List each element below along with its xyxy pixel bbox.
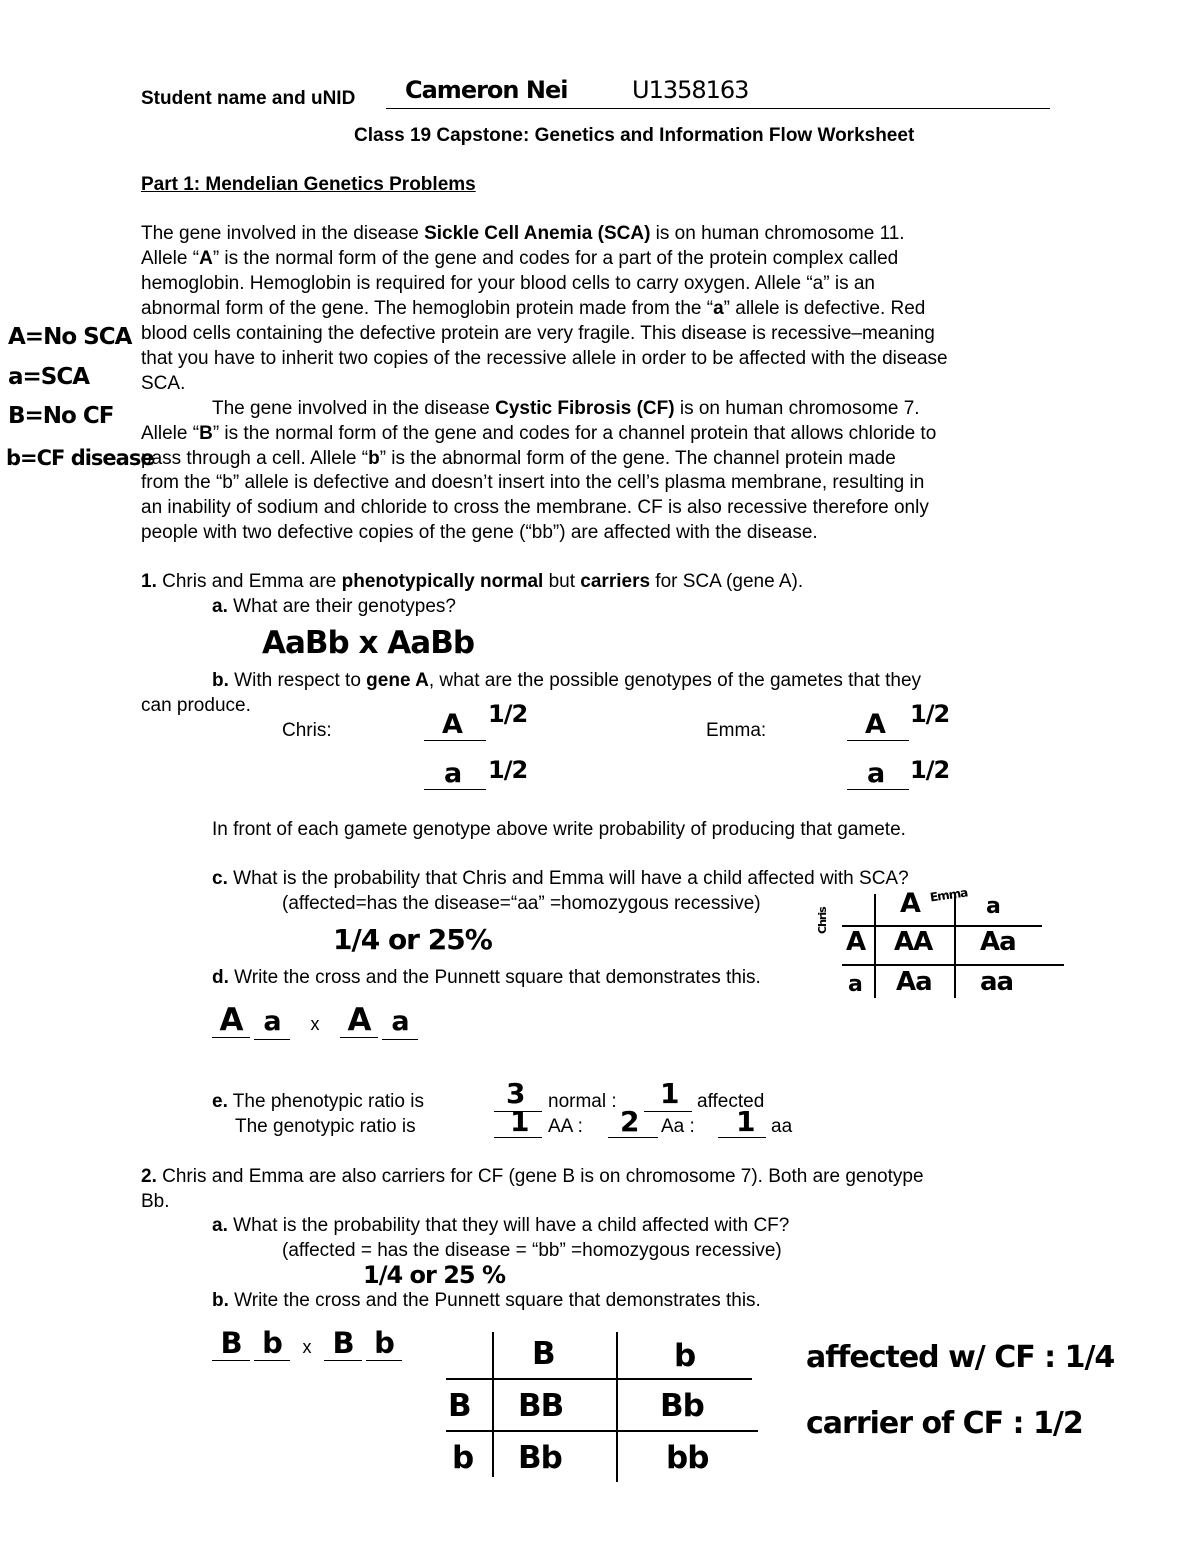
punnett-cell: AA bbox=[894, 927, 933, 957]
ratio-blank: 2 bbox=[608, 1111, 658, 1138]
margin-note: a=SCA bbox=[8, 364, 90, 390]
punnett-side-label: Chris bbox=[816, 907, 829, 934]
q1c-answer: 1/4 or 25% bbox=[333, 923, 492, 956]
p2-line4: from the “b” allele is defective and doesn’t insert into the cell’s plasma membrane, resulting in bbox=[141, 472, 925, 493]
ratio-label: AA : bbox=[548, 1116, 583, 1137]
q1-punnett-square bbox=[810, 885, 1070, 1008]
p1-line3: hemoglobin. Hemoglobin is required for your blood cells to carry oxygen. Allele “a” is an bbox=[141, 273, 875, 294]
punnett-vline-2 bbox=[954, 894, 956, 998]
q1e-text: e. The phenotypic ratio is bbox=[212, 1091, 424, 1112]
student-unid: U1358163 bbox=[632, 76, 749, 104]
punnett-hline-2 bbox=[842, 964, 1064, 966]
margin-note: b=CF disease bbox=[6, 446, 154, 470]
student-label: Student name and uNID bbox=[141, 88, 356, 109]
student-name: Cameron Nei bbox=[405, 76, 568, 104]
q2a-sub: (affected = has the disease = “bb” =homozygous recessive) bbox=[282, 1240, 782, 1261]
punnett-vline-2 bbox=[616, 1332, 618, 1482]
p1-line5: blood cells containing the defective protein are very fragile. This disease is recessive–meaning bbox=[141, 323, 935, 344]
q1b-text: b. With respect to gene A, what are the possible genotypes of the gametes that they bbox=[212, 670, 922, 691]
p1-line6: that you have to inherit two copies of the recessive allele in order to be affected with the disease bbox=[141, 348, 948, 369]
ratio-label: aa bbox=[771, 1116, 793, 1137]
punnett-cell: aa bbox=[980, 967, 1014, 997]
q1a-text: a. What are their genotypes? bbox=[212, 596, 456, 617]
punnett-row-head: B bbox=[448, 1388, 471, 1424]
q2b-text: b. Write the cross and the Punnett square that demonstrates this. bbox=[212, 1290, 761, 1311]
punnett-row-head: A bbox=[846, 927, 866, 957]
punnett-col-head: a bbox=[986, 894, 1000, 919]
gamete-prob: 1/2 bbox=[488, 756, 528, 784]
punnett-cell: bb bbox=[666, 1440, 709, 1476]
p1-line1: The gene involved in the disease Sickle Cell Anemia (SCA) is on human chromosome 11. bbox=[141, 223, 905, 244]
q2a-answer: 1/4 or 25 % bbox=[363, 1261, 505, 1289]
emma-label: Emma: bbox=[706, 720, 767, 741]
q1d-text: d. Write the cross and the Punnett square that demonstrates this. bbox=[212, 967, 761, 988]
q2-stem-cont: Bb. bbox=[141, 1191, 170, 1212]
part1-heading: Part 1: Mendelian Genetics Problems bbox=[141, 174, 476, 195]
gamete-instruction: In front of each gamete genotype above write probability of producing that gamete. bbox=[212, 819, 906, 840]
p2-line5: an inability of sodium and chloride to cross the membrane. CF is also recessive therefore only bbox=[141, 497, 929, 518]
punnett-cell: Bb bbox=[518, 1440, 562, 1476]
ratio-blank: 1 bbox=[494, 1111, 542, 1138]
p1-line2: Allele “A” is the normal form of the gene and codes for a part of the protein complex called bbox=[141, 248, 899, 269]
p1-line7: SCA. bbox=[141, 373, 186, 394]
q2-punnett-square bbox=[440, 1330, 770, 1485]
q1b-text-cont: can produce. bbox=[141, 695, 251, 716]
punnett-row-head: a bbox=[848, 972, 862, 997]
punnett-cell: Aa bbox=[896, 967, 932, 997]
punnett-col-head: A bbox=[900, 888, 920, 919]
gamete-blank: A bbox=[424, 710, 486, 741]
gamete-blank: A bbox=[847, 710, 909, 741]
punnett-col-head: B bbox=[532, 1336, 555, 1372]
q2a-text: a. What is the probability that they will have a child affected with CF? bbox=[212, 1215, 790, 1236]
p1-line4: abnormal form of the gene. The hemoglobin protein made from the “a” allele is defective. Red bbox=[141, 298, 926, 319]
margin-note: A=No SCA bbox=[8, 324, 132, 350]
punnett-hline-1 bbox=[446, 1378, 752, 1380]
punnett-vline-1 bbox=[492, 1332, 494, 1477]
p2-line1: The gene involved in the disease Cystic Fibrosis (CF) is on human chromosome 7. bbox=[212, 398, 920, 419]
geno-text: The genotypic ratio is bbox=[235, 1116, 416, 1137]
worksheet-title: Class 19 Capstone: Genetics and Information Flow Worksheet bbox=[354, 125, 915, 146]
q1c-sub: (affected=has the disease=“aa” =homozygous recessive) bbox=[282, 893, 761, 914]
gamete-prob: 1/2 bbox=[910, 756, 950, 784]
gamete-blank: a bbox=[847, 759, 909, 790]
punnett-cell: Bb bbox=[660, 1388, 704, 1424]
punnett-col-head: b bbox=[674, 1338, 696, 1374]
gamete-prob: 1/2 bbox=[488, 700, 528, 728]
ratio-blank: 1 bbox=[718, 1111, 766, 1138]
ratio-blank: 3 bbox=[494, 1083, 542, 1112]
gamete-prob: 1/2 bbox=[910, 700, 950, 728]
p2-line3: pass through a cell. Allele “b” is the abnormal form of the gene. The channel protein made bbox=[141, 448, 896, 469]
gamete-blank: a bbox=[424, 759, 486, 790]
p2-line6: people with two defective copies of the gene (“bb”) are affected with the disease. bbox=[141, 522, 818, 543]
punnett-cell: Aa bbox=[980, 927, 1016, 957]
q1a-answer: AaBb x AaBb bbox=[262, 625, 475, 661]
punnett-row-head: b bbox=[452, 1440, 474, 1476]
ratio-blank: 1 bbox=[644, 1083, 692, 1112]
name-underline bbox=[386, 108, 1050, 109]
q1-cross: A a x A a bbox=[212, 1003, 418, 1037]
carrier-note: carrier of CF : 1/2 bbox=[806, 1406, 1083, 1441]
ratio-label: Aa : bbox=[661, 1116, 695, 1137]
ratio-label: affected bbox=[697, 1091, 765, 1112]
ratio-label: normal : bbox=[548, 1091, 617, 1112]
chris-label: Chris: bbox=[282, 720, 332, 741]
q2-stem: 2. Chris and Emma are also carriers for CF (gene B is on chromosome 7). Both are genotype bbox=[141, 1166, 924, 1187]
punnett-cell: BB bbox=[518, 1388, 564, 1424]
p2-line2: Allele “B” is the normal form of the gene and codes for a channel protein that allows chloride to bbox=[141, 423, 937, 444]
punnett-top-label: Emma bbox=[929, 885, 969, 905]
punnett-vline-1 bbox=[874, 894, 876, 998]
affected-note: affected w/ CF : 1/4 bbox=[806, 1340, 1115, 1375]
q2-cross: B b x B b bbox=[212, 1326, 402, 1360]
margin-note: B=No CF bbox=[8, 403, 114, 429]
q1-stem: 1. Chris and Emma are phenotypically normal but carriers for SCA (gene A). bbox=[141, 571, 804, 592]
q1c-text: c. What is the probability that Chris and Emma will have a child affected with SCA? bbox=[212, 868, 909, 889]
punnett-hline-2 bbox=[446, 1430, 758, 1432]
